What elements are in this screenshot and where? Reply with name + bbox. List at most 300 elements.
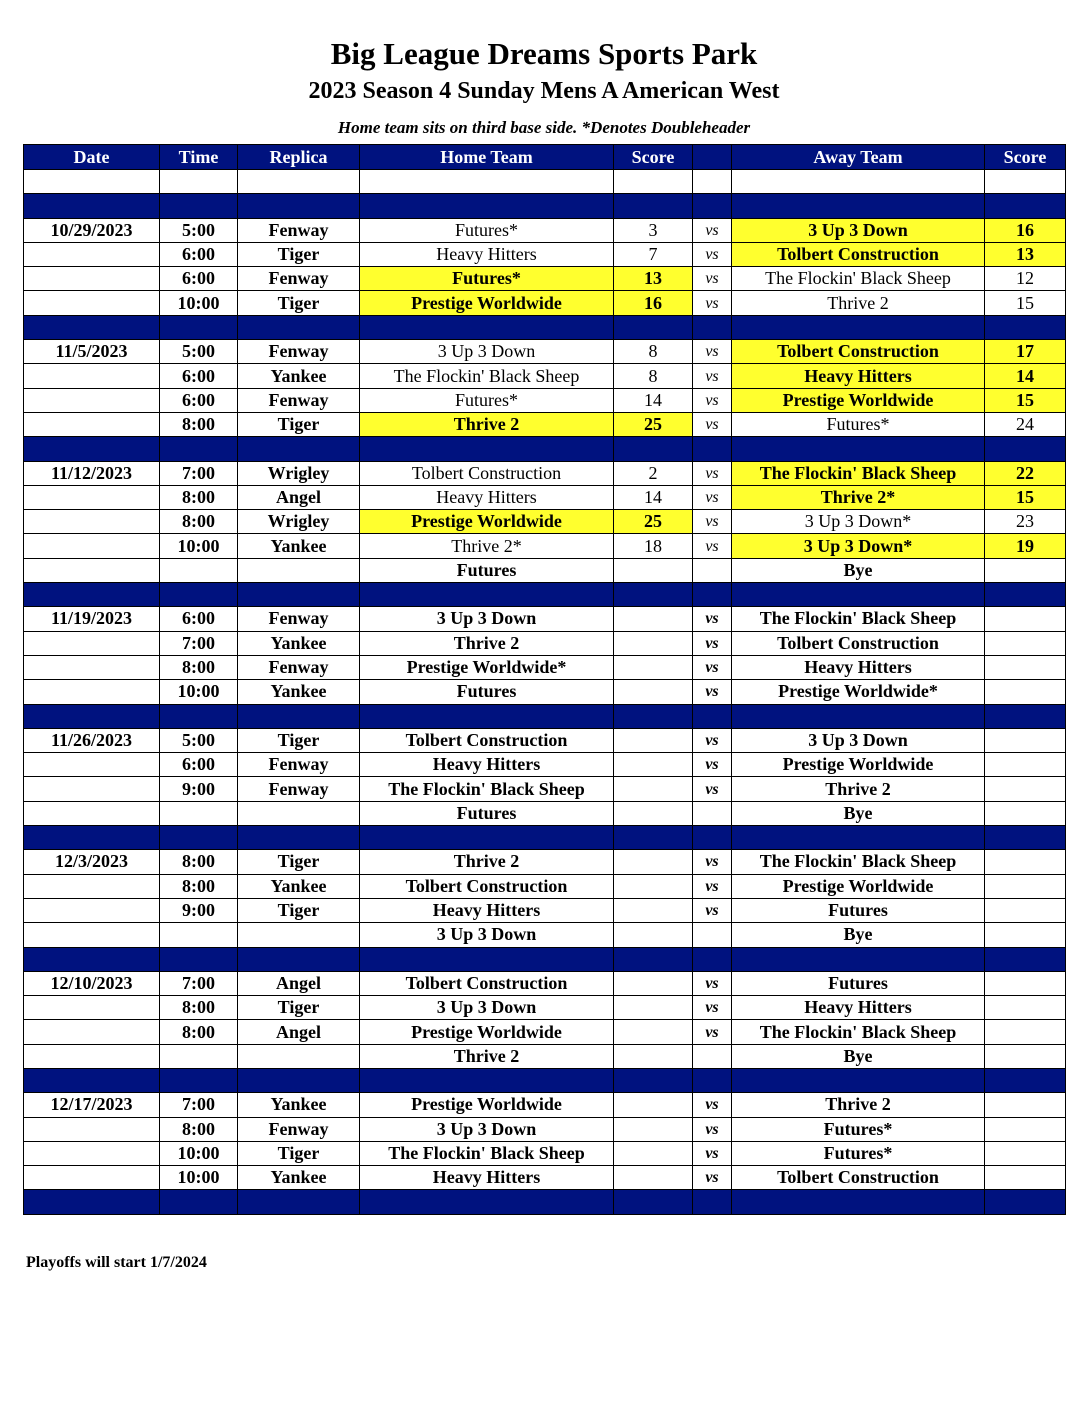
replica-cell: Tiger [238,728,360,752]
game-row [24,607,1066,631]
game-row [24,364,1066,388]
game-row [24,1141,1066,1165]
replica-cell: Tiger [238,291,360,315]
separator-cell [160,315,238,339]
date-cell [24,1044,160,1068]
game-row [24,412,1066,436]
separator-cell [24,315,160,339]
replica-cell [238,923,360,947]
separator-cell [614,1068,693,1092]
home-team-cell: Tolbert Construction [360,971,614,995]
vs-cell: vs [693,340,732,364]
vs-cell: vs [693,364,732,388]
away-team-cell: Bye [732,558,985,582]
game-row [24,218,1066,242]
home-score-cell: 8 [614,364,693,388]
separator-cell [24,704,160,728]
vs-cell [693,923,732,947]
replica-cell: Fenway [238,218,360,242]
date-cell [24,874,160,898]
home-score-cell: 13 [614,267,693,291]
home-team-cell: Futures [360,558,614,582]
vs-cell: vs [693,510,732,534]
page-subtitle: 2023 Season 4 Sunday Mens A American West [308,78,780,104]
separator-cell [732,437,985,461]
date-cell [24,558,160,582]
separator-cell [732,826,985,850]
home-score-cell: 14 [614,485,693,509]
separator-cell [238,1068,360,1092]
away-team-cell: Prestige Worldwide [732,753,985,777]
game-row [24,996,1066,1020]
home-team-cell: Futures* [360,388,614,412]
replica-cell: Wrigley [238,461,360,485]
date-cell [24,388,160,412]
date-cell [24,510,160,534]
separator-cell [360,194,614,218]
away-team-cell: 3 Up 3 Down* [732,510,985,534]
home-score-cell [614,874,693,898]
away-team-cell: Thrive 2 [732,777,985,801]
date-cell [24,412,160,436]
time-cell: 8:00 [160,850,238,874]
home-score-cell [614,631,693,655]
game-row [24,1166,1066,1190]
separator-cell [360,1190,614,1214]
separator-cell [614,194,693,218]
separator-cell [614,704,693,728]
home-team-cell: The Flockin' Black Sheep [360,1141,614,1165]
away-score-cell: 23 [985,510,1066,534]
game-row [24,655,1066,679]
away-score-cell [985,971,1066,995]
replica-cell: Fenway [238,340,360,364]
game-row [24,558,1066,582]
date-cell [24,655,160,679]
away-score-cell [985,898,1066,922]
page-title: Big League Dreams Sports Park [330,36,758,71]
away-team-cell: Futures [732,898,985,922]
replica-cell: Tiger [238,242,360,266]
away-score-cell [985,874,1066,898]
date-cell [24,1117,160,1141]
header-row [24,145,1066,170]
home-team-cell: The Flockin' Black Sheep [360,777,614,801]
home-team-cell: Heavy Hitters [360,1166,614,1190]
away-score-cell [985,631,1066,655]
home-score-cell: 8 [614,340,693,364]
away-team-cell: Heavy Hitters [732,655,985,679]
away-team-cell: Bye [732,923,985,947]
separator-cell [238,194,360,218]
date-cell: 11/26/2023 [24,728,160,752]
date-cell [24,242,160,266]
replica-cell: Fenway [238,655,360,679]
away-team-cell: Tolbert Construction [732,631,985,655]
separator-cell [238,947,360,971]
date-cell: 12/17/2023 [24,1093,160,1117]
replica-cell: Angel [238,485,360,509]
date-cell: 12/3/2023 [24,850,160,874]
home-score-cell [614,801,693,825]
col-header-replica: Replica [238,145,360,170]
separator-cell [160,194,238,218]
away-score-cell: 17 [985,340,1066,364]
vs-cell: vs [693,753,732,777]
separator-cell [238,315,360,339]
blank-cell [614,170,693,194]
separator-cell [160,704,238,728]
away-team-cell: Bye [732,1044,985,1068]
game-row [24,267,1066,291]
separator-cell [24,947,160,971]
vs-cell: vs [693,1141,732,1165]
home-team-cell: 3 Up 3 Down [360,607,614,631]
vs-cell: vs [693,1020,732,1044]
game-row [24,753,1066,777]
date-cell [24,1166,160,1190]
away-team-cell: Thrive 2 [732,1093,985,1117]
replica-cell: Yankee [238,534,360,558]
blank-cell [693,170,732,194]
game-row [24,777,1066,801]
replica-cell: Yankee [238,364,360,388]
home-score-cell [614,850,693,874]
separator-cell [238,437,360,461]
replica-cell [238,558,360,582]
home-score-cell [614,1093,693,1117]
away-team-cell: 3 Up 3 Down [732,218,985,242]
separator-cell [360,947,614,971]
date-cell: 11/19/2023 [24,607,160,631]
week-separator-row [24,704,1066,728]
home-team-cell: Futures [360,680,614,704]
vs-cell: vs [693,607,732,631]
blank-cell [24,170,160,194]
blank-row [24,170,1066,194]
vs-cell: vs [693,242,732,266]
week-separator-row [24,826,1066,850]
time-cell: 6:00 [160,753,238,777]
away-team-cell: Bye [732,801,985,825]
separator-cell [24,583,160,607]
date-cell: 11/12/2023 [24,461,160,485]
replica-cell [238,801,360,825]
game-row [24,485,1066,509]
vs-cell: vs [693,971,732,995]
away-team-cell: 3 Up 3 Down* [732,534,985,558]
home-score-cell: 7 [614,242,693,266]
game-row [24,1020,1066,1044]
away-team-cell: Tolbert Construction [732,340,985,364]
separator-cell [732,947,985,971]
home-team-cell: Tolbert Construction [360,874,614,898]
away-score-cell [985,607,1066,631]
replica-cell: Tiger [238,996,360,1020]
separator-cell [238,826,360,850]
vs-cell: vs [693,777,732,801]
time-cell: 6:00 [160,388,238,412]
home-team-cell: Tolbert Construction [360,461,614,485]
home-team-cell: Heavy Hitters [360,753,614,777]
home-team-cell: Heavy Hitters [360,485,614,509]
date-cell: 12/10/2023 [24,971,160,995]
vs-cell: vs [693,680,732,704]
separator-cell [360,704,614,728]
separator-cell [985,194,1066,218]
replica-cell: Fenway [238,267,360,291]
home-team-cell: Prestige Worldwide [360,510,614,534]
date-cell [24,631,160,655]
time-cell: 10:00 [160,1141,238,1165]
time-cell: 7:00 [160,1093,238,1117]
time-cell: 7:00 [160,461,238,485]
home-score-cell [614,607,693,631]
away-team-cell: Tolbert Construction [732,242,985,266]
home-score-cell: 16 [614,291,693,315]
vs-cell: vs [693,412,732,436]
date-cell [24,267,160,291]
date-cell [24,801,160,825]
away-score-cell [985,1141,1066,1165]
vs-cell: vs [693,291,732,315]
away-score-cell: 22 [985,461,1066,485]
schedule-body [24,170,1066,1215]
date-cell [24,996,160,1020]
vs-cell: vs [693,655,732,679]
game-row [24,1117,1066,1141]
home-score-cell [614,753,693,777]
home-score-cell [614,996,693,1020]
away-team-cell: Heavy Hitters [732,364,985,388]
time-cell: 10:00 [160,291,238,315]
week-separator-row [24,315,1066,339]
date-cell [24,753,160,777]
col-header-time: Time [160,145,238,170]
game-row [24,461,1066,485]
away-team-cell: The Flockin' Black Sheep [732,607,985,631]
time-cell: 5:00 [160,728,238,752]
vs-cell: vs [693,485,732,509]
separator-cell [360,583,614,607]
home-score-cell: 2 [614,461,693,485]
home-team-cell: Thrive 2 [360,631,614,655]
game-row [24,1044,1066,1068]
separator-cell [985,583,1066,607]
replica-cell: Fenway [238,777,360,801]
time-cell: 8:00 [160,485,238,509]
time-cell: 8:00 [160,510,238,534]
separator-cell [24,1190,160,1214]
away-score-cell: 15 [985,485,1066,509]
blank-cell [732,170,985,194]
home-score-cell: 3 [614,218,693,242]
replica-cell: Fenway [238,1117,360,1141]
separator-cell [614,437,693,461]
col-header-away-team: Away Team [732,145,985,170]
away-team-cell: Prestige Worldwide [732,874,985,898]
separator-cell [693,437,732,461]
away-score-cell [985,655,1066,679]
time-cell: 5:00 [160,218,238,242]
vs-cell: vs [693,461,732,485]
separator-cell [160,1068,238,1092]
separator-cell [732,194,985,218]
vs-cell: vs [693,267,732,291]
vs-cell: vs [693,898,732,922]
blank-cell [985,170,1066,194]
time-cell: 8:00 [160,412,238,436]
separator-cell [614,947,693,971]
date-cell [24,364,160,388]
replica-cell: Tiger [238,412,360,436]
away-team-cell: Thrive 2 [732,291,985,315]
separator-cell [732,583,985,607]
col-header-home-score: Score [614,145,693,170]
date-cell [24,1141,160,1165]
game-row [24,923,1066,947]
home-team-cell: Prestige Worldwide [360,1020,614,1044]
separator-cell [693,583,732,607]
separator-cell [614,583,693,607]
vs-cell: vs [693,728,732,752]
replica-cell: Fenway [238,388,360,412]
date-cell [24,777,160,801]
home-score-cell: 14 [614,388,693,412]
blank-cell [360,170,614,194]
date-cell [24,680,160,704]
home-score-cell [614,777,693,801]
time-cell: 8:00 [160,874,238,898]
time-cell [160,923,238,947]
away-score-cell [985,1166,1066,1190]
time-cell: 10:00 [160,1166,238,1190]
away-team-cell: Heavy Hitters [732,996,985,1020]
time-cell: 8:00 [160,1020,238,1044]
home-team-cell: Thrive 2 [360,412,614,436]
game-row [24,242,1066,266]
vs-cell [693,1044,732,1068]
replica-cell: Fenway [238,607,360,631]
separator-cell [238,1190,360,1214]
away-score-cell [985,1044,1066,1068]
away-score-cell [985,801,1066,825]
week-separator-row [24,947,1066,971]
separator-cell [693,1068,732,1092]
vs-cell: vs [693,534,732,558]
replica-cell: Tiger [238,1141,360,1165]
home-score-cell [614,558,693,582]
home-score-cell [614,898,693,922]
replica-cell: Tiger [238,898,360,922]
time-cell [160,801,238,825]
away-score-cell: 24 [985,412,1066,436]
separator-cell [360,437,614,461]
away-score-cell [985,777,1066,801]
replica-cell: Fenway [238,753,360,777]
separator-cell [985,826,1066,850]
separator-cell [693,704,732,728]
away-score-cell: 19 [985,534,1066,558]
away-team-cell: 3 Up 3 Down [732,728,985,752]
week-separator-row [24,1190,1066,1214]
game-row [24,510,1066,534]
time-cell: 6:00 [160,242,238,266]
away-score-cell: 16 [985,218,1066,242]
time-cell: 7:00 [160,631,238,655]
away-team-cell: The Flockin' Black Sheep [732,267,985,291]
separator-cell [614,315,693,339]
away-team-cell: The Flockin' Black Sheep [732,461,985,485]
date-cell [24,485,160,509]
separator-cell [24,1068,160,1092]
game-row [24,898,1066,922]
col-header-vs [693,145,732,170]
replica-cell: Angel [238,971,360,995]
home-score-cell: 25 [614,510,693,534]
time-cell [160,1044,238,1068]
home-team-cell: Prestige Worldwide [360,291,614,315]
game-row [24,1093,1066,1117]
away-score-cell [985,850,1066,874]
separator-cell [160,947,238,971]
vs-cell: vs [693,1166,732,1190]
vs-cell: vs [693,631,732,655]
away-score-cell [985,1117,1066,1141]
separator-cell [693,1190,732,1214]
home-score-cell [614,655,693,679]
time-cell: 7:00 [160,971,238,995]
separator-cell [360,315,614,339]
schedule-table [23,144,1066,1215]
home-score-cell: 25 [614,412,693,436]
game-row [24,680,1066,704]
separator-cell [732,1190,985,1214]
separator-cell [693,826,732,850]
time-cell: 10:00 [160,680,238,704]
away-team-cell: Prestige Worldwide* [732,680,985,704]
game-row [24,534,1066,558]
separator-cell [985,947,1066,971]
away-score-cell [985,728,1066,752]
blank-cell [238,170,360,194]
date-cell: 10/29/2023 [24,218,160,242]
away-team-cell: Futures* [732,1141,985,1165]
game-row [24,631,1066,655]
away-team-cell: Futures* [732,1117,985,1141]
home-team-cell: Futures [360,801,614,825]
separator-cell [160,1190,238,1214]
date-cell [24,534,160,558]
time-cell: 8:00 [160,655,238,679]
time-cell: 9:00 [160,777,238,801]
home-score-cell [614,971,693,995]
home-score-cell [614,680,693,704]
home-team-cell: Futures* [360,267,614,291]
away-score-cell: 15 [985,291,1066,315]
separator-cell [732,1068,985,1092]
separator-cell [360,1068,614,1092]
home-score-cell [614,1141,693,1165]
separator-cell [160,437,238,461]
away-team-cell: Futures [732,971,985,995]
date-cell [24,1020,160,1044]
away-score-cell [985,1020,1066,1044]
replica-cell: Yankee [238,1093,360,1117]
home-team-cell: Prestige Worldwide [360,1093,614,1117]
replica-cell: Wrigley [238,510,360,534]
away-score-cell: 12 [985,267,1066,291]
